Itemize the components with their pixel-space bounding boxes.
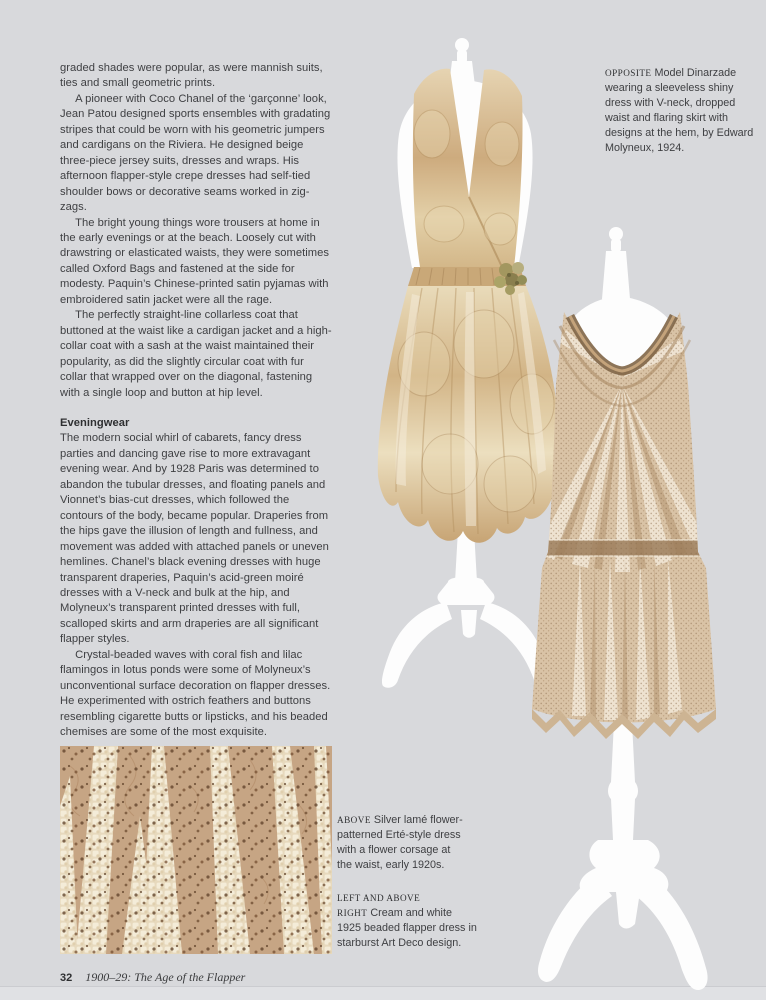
page-number: 32 [60,972,73,984]
caption-text: Silver lamé flower-patterned Erté-style dress with a flower corsage at the waist, early 1920s. [337,814,463,871]
mannequin-stand-leg [538,874,612,982]
mannequin-stand-leg [382,602,452,688]
mannequin-finial [609,227,623,241]
section-heading: Eveningwear [60,416,130,429]
page-footer [60,968,245,986]
caption-text: Model Dinarzade wearing a sleeveless shiny dress with V-neck, dropped waist and flaring skirt with designs at the hem, by Edward Molyneux, 1924. [605,67,754,154]
caption-above [337,813,468,873]
caption-text: Cream and white 1925 beaded flapper dress in starburst Art Deco design. [337,907,477,949]
body-paragraph: The bright young things wore trousers at home in the early evenings or at the beach. Loosely cut with drawstring or elasticated waists, they were sometimes called Oxford Bags and fastened at the side for modesty. Paquin’s Chinese-printed satin pyjamas with embroidered satin jacket were all the rage. [60,216,329,306]
body-section-1 [60,61,333,401]
body-paragraph: Crystal-beaded waves with coral fish and lilac flamingos in lotus ponds were some of Molyneux’s unconventional surface decoration on flapper dresses. He experimented with ostrich feathers and buttons resembling cigarette butts or lipsticks, and his beaded chemises are some of the most exquisite. [60,648,331,739]
caption-opposite [605,66,758,156]
caption-left-and-above-right [337,891,477,951]
dress-beaded [520,292,766,739]
caption-label: LEFT AND ABOVE RIGHT [337,893,421,918]
chapter-title: 1900–29: The Age of the Flapper [85,970,246,984]
caption-label: OPPOSITE [605,68,652,78]
body-paragraph: graded shades were popular, as were mannish suits, ties and small geometric prints. [60,62,323,90]
body-column [60,61,333,740]
body-paragraph: The perfectly straight-line collarless coat that buttoned at the waist like a cardigan jacket and a high-collar coat with a sash at the waist maintained their popularity, as did the slightly circular coat with fur collar that wrapped over on the diagonal, fastening with a single loop and button at hip level. [60,309,332,399]
mannequin-stand-leg [636,874,708,990]
mannequin-stand-pole [608,722,638,840]
body-section-2 [60,431,333,740]
body-paragraph: A pioneer with Coco Chanel of the ‘garçonne’ look, Jean Patou designed sports ensembles with gradating stripes that could be worn with his geometric jumpers and cardigans on the Riviera. He designed beige three-piece jersey suits, dresses and wraps. His afternoon flapper-style crepe dresses had self-tied shoulder bows or decorative seams worked in zig-zags. [60,92,331,214]
body-paragraph: The modern social whirl of cabarets, fancy dress parties and dancing gave rise to more extravagant evening wear. And by 1928 Paris was determined to abandon the tubular dresses, and floating panels and Vionnet’s bias-cut dresses, which followed the contours of the body, became popular. Draperies from the hips gave the illusion of length and fullness, and movement was added with attached panels or uneven hemlines. Chanel’s black evening dresses with huge transparent draperies, Paquin’s acid-green moiré dresses with a V-neck and bulk at the hip, and Molyneux’s transparent printed dresses with full, scalloped skirts and arm draperies are all significant flapper styles. [60,432,329,646]
figure-beaded-dress-mannequin [520,222,766,997]
photo-bead-detail [60,746,332,954]
caption-label: ABOVE [337,815,371,825]
mannequin-finial [455,38,469,52]
